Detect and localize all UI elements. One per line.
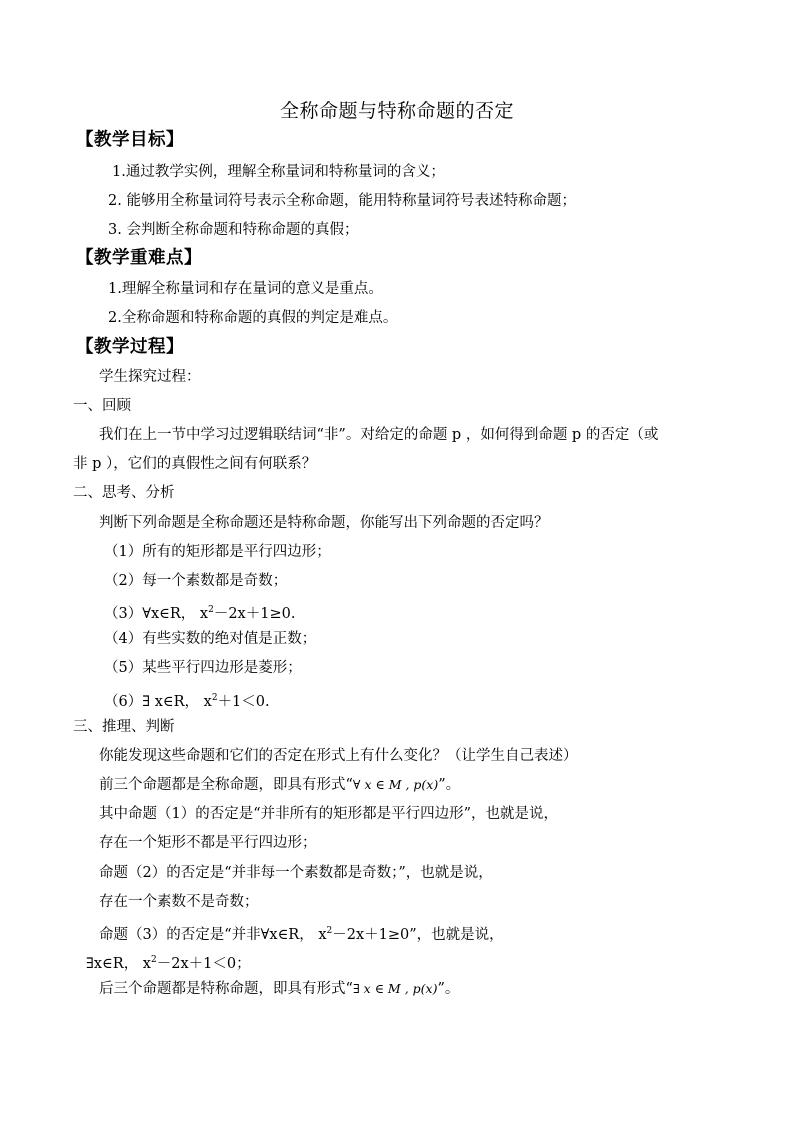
list-item: （3）∀x∈R， $x^2-2x+1\ge 0$. — [104, 605, 296, 622]
first-three-statement: 前三个命题都是全称命题，即具有形式“∀ x ∈ M , p(x)”。 — [99, 777, 461, 793]
list-item: （5）某些平行四边形是菱形； — [104, 660, 302, 676]
negation-2-line1: 命题（2）的否定是“并非每一个素数都是奇数；”，也就是说， — [99, 865, 493, 881]
part2-title: 二、思考、分析 — [73, 485, 175, 501]
part1-text-line2: 非 p ），它们的真假性之间有何联系？ — [73, 456, 317, 472]
objective-3: 3. 会判断全称命题和特称命题的真假； — [108, 222, 359, 238]
keypoint-1: 1.理解全称量词和存在量词的意义是重点。 — [108, 281, 383, 297]
part3-question: 你能发现这些命题和它们的否定在形式上有什么变化？（让学生自己表述） — [99, 748, 578, 764]
part1-text-line1: 我们在上一节中学习过逻辑联结词“非”。对给定的命题 p ，如何得到命题 p 的否定（或 — [99, 427, 659, 443]
objective-1: 1.通过教学实例，理解全称量词和特称量词的含义； — [112, 164, 445, 180]
list-item: （1）所有的矩形都是平行四边形； — [104, 544, 331, 560]
negation-3-line2: ∃x∈R， $x^2-2x+1<0$； — [86, 955, 251, 972]
process-intro: 学生探究过程： — [99, 369, 201, 385]
keypoint-2: 2.全称命题和特称命题的真假的判定是难点。 — [108, 310, 398, 326]
objectives-heading: 【教学目标】 — [76, 130, 184, 150]
negation-1-line1: 其中命题（1）的否定是“并非所有的矩形都是平行四边形”，也就是说， — [99, 806, 559, 822]
negation-3-line1: 命题（3）的否定是“并非∀x∈R， $x^2-2x+1\ge 0$”，也就是说， — [99, 926, 504, 943]
last-three-statement: 后三个命题都是特称命题，即具有形式“∃ x ∈ M , p(x)”。 — [99, 981, 460, 997]
objective-2: 2. 能够用全称量词符号表示全称命题，能用特称量词符号表述特称命题； — [108, 193, 576, 209]
negation-1-line2: 存在一个矩形不都是平行四边形； — [99, 835, 317, 851]
list-item: （2）每一个素数都是奇数； — [104, 573, 288, 589]
page-title: 全称命题与特称命题的否定 — [280, 100, 515, 122]
negation-2-line2: 存在一个素数不是奇数； — [99, 894, 259, 910]
part2-intro: 判断下列命题是全称命题还是特称命题，你能写出下列命题的否定吗？ — [99, 515, 549, 531]
list-item: （4）有些实数的绝对值是正数； — [104, 631, 317, 647]
process-heading: 【教学过程】 — [76, 337, 184, 357]
part1-title: 一、回顾 — [73, 398, 131, 414]
part3-title: 三、推理、判断 — [73, 719, 175, 735]
list-item: （6）∃ x∈R， $x^2+1<0$. — [104, 693, 270, 710]
keypoints-heading: 【教学重难点】 — [76, 248, 202, 268]
